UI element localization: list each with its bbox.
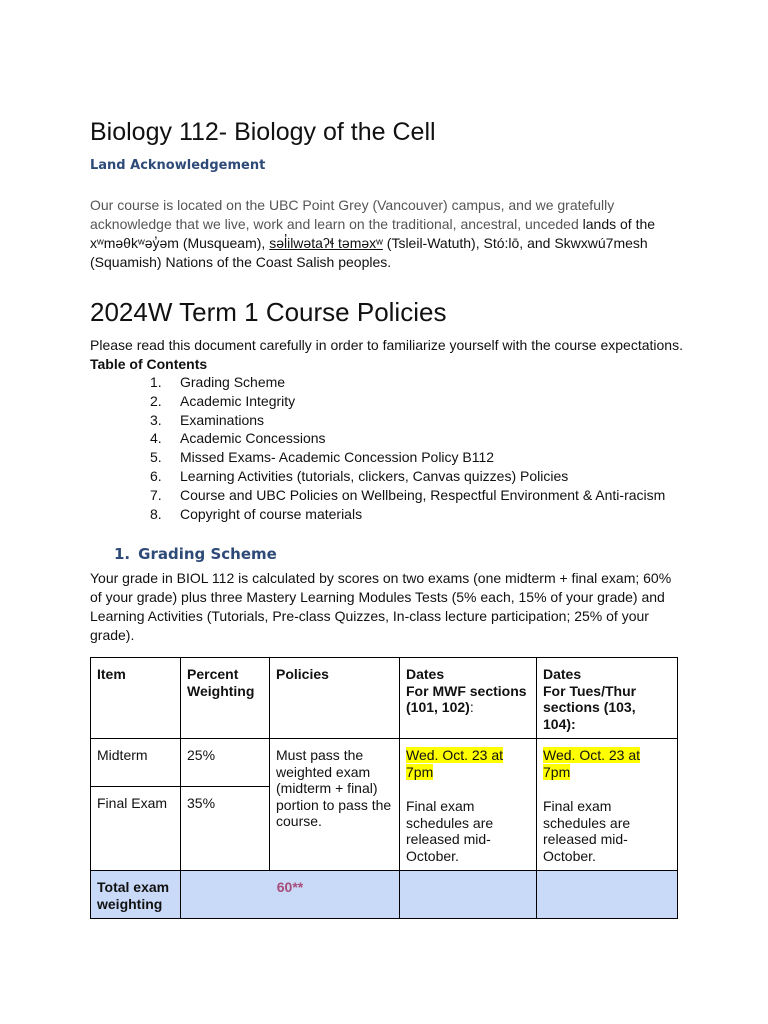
tth-final-note: Final exam schedules are released mid-October.: [543, 798, 631, 864]
grading-scheme-title: Grading Scheme: [138, 545, 277, 563]
cell-total-item: Total exam weighting: [91, 871, 181, 919]
table-header-row: [91, 658, 678, 739]
cell-midterm-item: Midterm: [91, 739, 181, 787]
grading-description: Your grade in BIOL 112 is calculated by scores on two exams (one midterm + final exam; 60% of your grade) plus three Mastery Learning Modules Tests (5% each, 15% of your grade) and Learning Activities (Tutorials, Pre-class Quizzes, In-class lecture participation; 25% of your grade).: [90, 570, 672, 643]
header-item: Item: [91, 658, 181, 739]
document-title: Biology 112- Biology of the Cell: [90, 118, 436, 146]
header-percent: Percent Weighting: [181, 658, 270, 739]
cell-total-mwf: [400, 871, 537, 919]
toc-item[interactable]: 8. Copyright of course materials: [150, 505, 363, 522]
grading-scheme-number: 1.: [114, 545, 131, 563]
toc-item[interactable]: 4. Academic Concessions: [150, 430, 326, 447]
cell-total-percent: 60**: [181, 871, 400, 919]
cell-tth-dates: [537, 739, 678, 871]
land-ack-heading: Land Acknowledgement: [90, 158, 266, 173]
land-ack-paragraph: [90, 196, 680, 272]
toc-item[interactable]: 3. Examinations: [150, 411, 265, 428]
mwf-final-note: Final exam schedules are released mid-October.: [406, 798, 494, 864]
cell-mwf-dates: [400, 739, 537, 871]
cell-final-item: Final Exam: [91, 786, 181, 870]
tth-midterm-date: Wed. Oct. 23 at 7pm: [543, 747, 641, 780]
mwf-midterm-date: Wed. Oct. 23 at 7pm: [406, 747, 504, 780]
header-policies: Policies: [270, 658, 400, 739]
grading-table: [90, 657, 678, 919]
cell-exam-policy: Must pass the weighted exam (midterm + final) portion to pass the course.: [270, 739, 400, 871]
toc-title: Table of Contents: [90, 356, 208, 372]
land-ack-text-1: Our course is located on the UBC Point Grey (Vancouver) campus, and we gratefully acknowledge that we live, work and learn on the traditional, ancestral, unceded: [90, 197, 615, 232]
grading-scheme-heading: [114, 545, 277, 563]
toc-item[interactable]: 5. Missed Exams- Academic Concession Policy B112: [150, 449, 495, 466]
cell-midterm-percent: 25%: [181, 739, 270, 787]
land-ack-text-3: səl̓ilwətaʔɬ təməxʷ: [269, 235, 383, 251]
toc-item[interactable]: 7. Course and UBC Policies on Wellbeing, Respectful Environment & Anti-racism: [150, 486, 666, 503]
land-ack-text-2: lands of the xʷməθkʷəy̓əm (Musqueam),: [90, 216, 656, 251]
header-dates-tth: Dates For Tues/Thur sections (103, 104):: [537, 658, 678, 739]
intro-text: Please read this document carefully in order to familiarize yourself with the course expectations.: [90, 337, 683, 353]
table-of-contents: [150, 373, 665, 523]
cell-final-percent: 35%: [181, 786, 270, 870]
policies-intro: [90, 336, 690, 374]
land-ack-text-4: (Tsleil-Watuth), Stó:lō, and Skwxwú7mesh (Squamish) Nations of the Coast Salish peoples.: [90, 235, 648, 270]
cell-total-tth: [537, 871, 678, 919]
policies-heading: 2024W Term 1 Course Policies: [90, 297, 447, 327]
table-row-midterm: [91, 739, 678, 787]
table-row-total: [91, 871, 678, 919]
header-dates-mwf: Dates For MWF sections (101, 102):: [400, 658, 537, 739]
toc-item[interactable]: 1. Grading Scheme: [150, 374, 286, 390]
toc-item[interactable]: 6. Learning Activities (tutorials, clickers, Canvas quizzes) Policies: [150, 467, 569, 484]
toc-item[interactable]: 2. Academic Integrity: [150, 392, 296, 409]
